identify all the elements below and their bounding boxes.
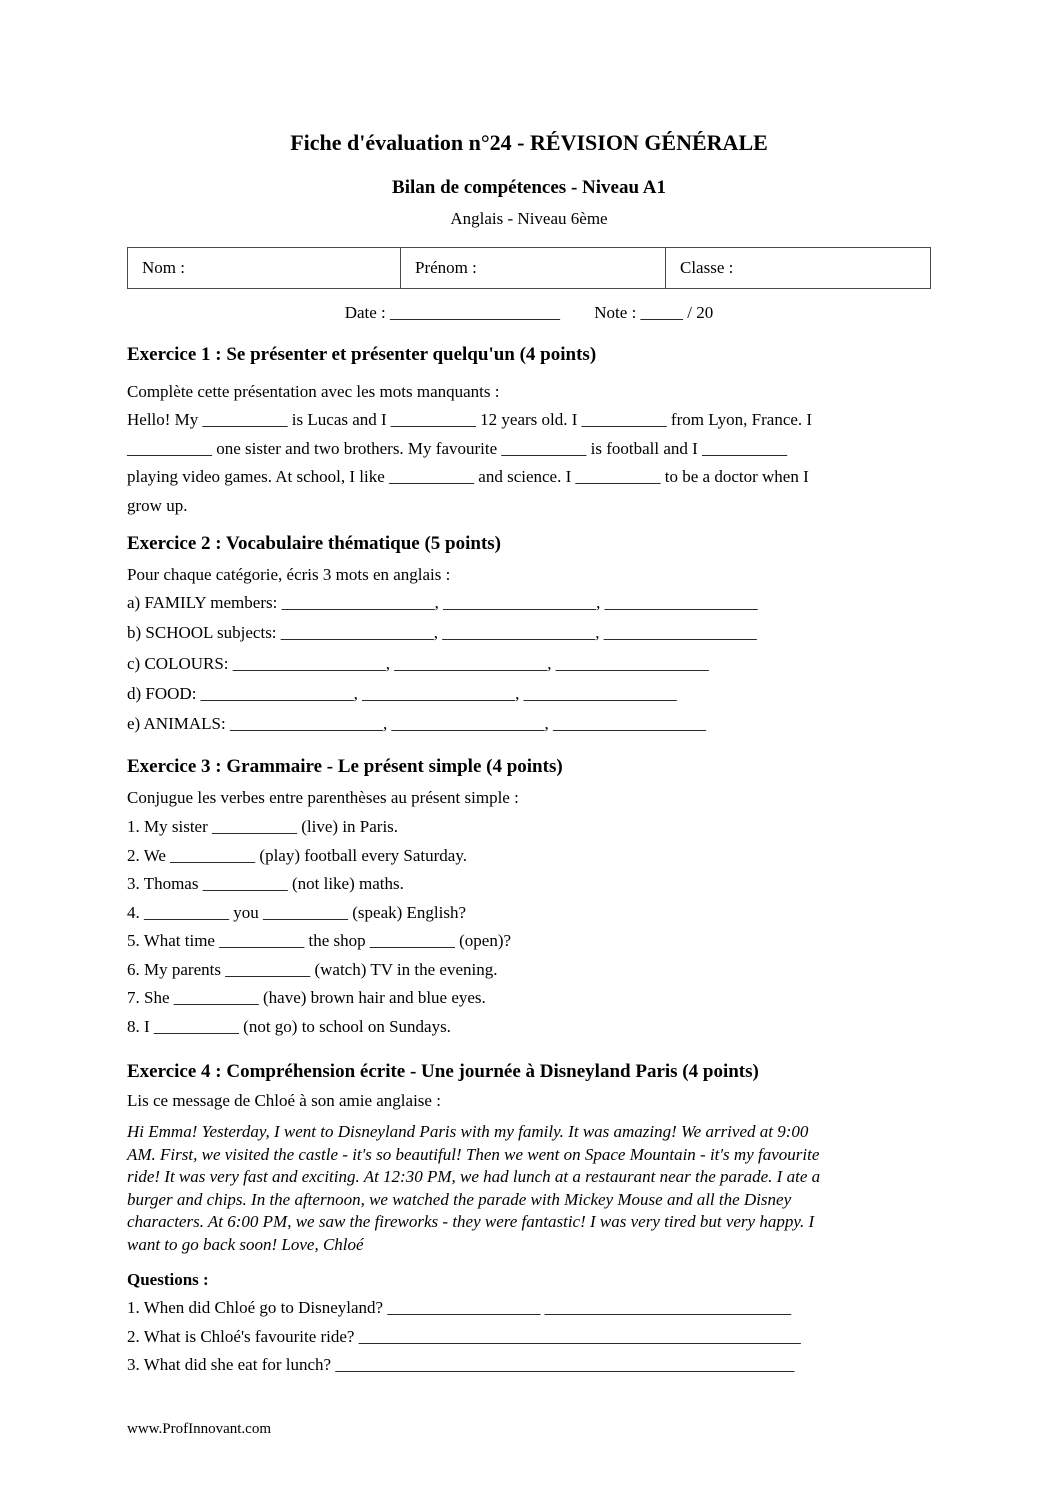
conjugation-line: 8. I __________ (not go) to school on Sundays. — [127, 1016, 451, 1036]
page-subtitle: Bilan de compétences - Niveau A1 — [392, 177, 666, 198]
exercise4-instruction: Lis ce message de Chloé à son amie anglaise : — [127, 1091, 441, 1111]
page-title: Fiche d'évaluation n°24 - RÉVISION GÉNÉRALE — [290, 130, 768, 155]
fill-in-line: playing video games. At school, I like __________ and science. I __________ to be a doctor when I — [127, 467, 809, 486]
fill-in-line: grow up. — [127, 495, 188, 515]
fill-in-line: __________ one sister and two brothers. My favourite __________ is football and I __________ — [127, 438, 788, 458]
date-field: Date : ____________________ — [344, 303, 561, 322]
footer-website: www.ProfInnovant.com — [127, 1421, 272, 1437]
category-line: b) SCHOOL subjects: __________________, __________________, __________________ — [127, 623, 757, 643]
conjugation-line: 3. Thomas __________ (not like) maths. — [127, 874, 404, 894]
classe-cell: Classe : — [666, 248, 931, 289]
message-line: characters. At 6:00 PM, we saw the fireworks - they were fantastic! I was very tired but very happy. I — [127, 1212, 815, 1232]
conjugation-line: 6. My parents __________ (watch) TV in the evening. — [127, 959, 498, 979]
conjugation-line: 1. My sister __________ (live) in Paris. — [127, 817, 399, 837]
conjugation-line: 7. She __________ (have) brown hair and blue eyes. — [127, 988, 486, 1008]
question-line: 3. What did she eat for lunch? ______________________________________________________ — [127, 1355, 795, 1375]
message-line: burger and chips. In the afternoon, we watched the parade with Mickey Mouse and all the Disney — [127, 1189, 792, 1209]
questions-label: Questions : — [127, 1270, 209, 1290]
category-line: d) FOOD: __________________, __________________, __________________ — [127, 683, 677, 703]
category-line: c) COLOURS: __________________, __________________, __________________ — [127, 653, 709, 673]
exercise3-sentence-list — [127, 813, 931, 1041]
exercise1-section — [127, 343, 931, 520]
note-field: Note : _____ / 20 — [594, 303, 714, 322]
exercise3-heading: Exercice 3 : Grammaire - Le présent simple (4 points) — [127, 756, 563, 778]
reading-message — [127, 1121, 931, 1256]
conjugation-line: 5. What time __________ the shop __________ (open)? — [127, 931, 512, 951]
identity-table — [127, 247, 931, 289]
exercise3-instruction: Conjugue les verbes entre parenthèses au présent simple : — [127, 788, 519, 808]
exercise2-instruction: Pour chaque catégorie, écris 3 mots en anglais : — [127, 565, 451, 584]
prenom-cell: Prénom : — [401, 248, 666, 289]
question-line: 1. When did Chloé go to Disneyland? __________________ _____________________________ — [127, 1298, 792, 1318]
exercise2-heading: Exercice 2 : Vocabulaire thématique (5 points) — [127, 533, 501, 554]
category-line: a) FAMILY members: __________________, __________________, __________________ — [127, 593, 758, 612]
comprehension-questions — [127, 1294, 931, 1379]
conjugation-line: 4. __________ you __________ (speak) English? — [127, 902, 467, 922]
level-line: Anglais - Niveau 6ème — [450, 209, 608, 228]
exercise1-instruction: Complète cette présentation avec les mots manquants : — [127, 382, 500, 401]
identity-row — [128, 248, 931, 289]
exercise1-gap-fill-paragraph — [127, 406, 931, 520]
exercise3-section — [127, 755, 931, 1041]
fill-in-line: Hello! My __________ is Lucas and I __________ 12 years old. I __________ from Lyon, France. I — [127, 410, 813, 429]
exercise4-section — [127, 1060, 931, 1379]
date-note-line — [127, 302, 931, 324]
conjugation-line: 2. We __________ (play) football every Saturday. — [127, 845, 467, 865]
exercise4-heading: Exercice 4 : Compréhension écrite - Une journée à Disneyland Paris (4 points) — [127, 1061, 759, 1083]
message-line: AM. First, we visited the castle - it's so beautiful! Then we went on Space Mountain - it's my favourite — [127, 1144, 820, 1164]
message-line: ride! It was very fast and exciting. At 12:30 PM, we had lunch at a restaurant near the parade. I ate a — [127, 1167, 821, 1187]
nom-cell: Nom : — [128, 248, 401, 289]
exercise1-heading: Exercice 1 : Se présenter et présenter quelqu'un (4 points) — [127, 344, 597, 365]
exercise2-section — [127, 532, 931, 739]
question-line: 2. What is Chloé's favourite ride? ____________________________________________________ — [127, 1326, 801, 1346]
category-line: e) ANIMALS: __________________, __________________, __________________ — [127, 714, 706, 734]
exercise2-category-list — [127, 588, 931, 739]
message-line: Hi Emma! Yesterday, I went to Disneyland Paris with my family. It was amazing! We arrived at 9:00 — [127, 1122, 809, 1142]
message-line: want to go back soon! Love, Chloé — [127, 1234, 364, 1254]
